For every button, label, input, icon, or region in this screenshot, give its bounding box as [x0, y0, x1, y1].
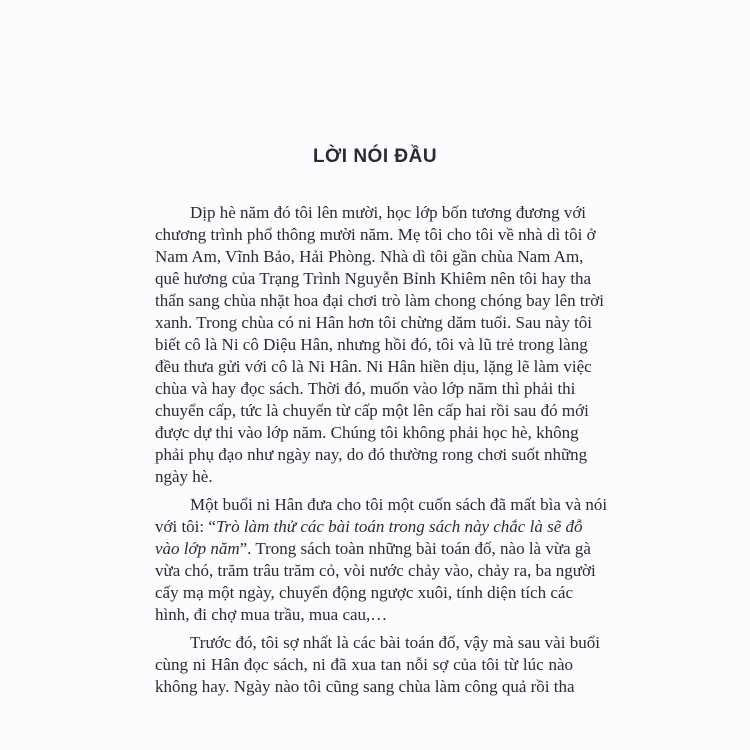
text-line: [155, 312, 593, 334]
text-segment: Dịp hè năm đó tôi lên mười, học lớp bốn tương đương với: [190, 203, 587, 222]
text-segment: Trước đó, tôi sợ nhất là các bài toán đố, vậy mà sau vài buổi: [190, 633, 600, 652]
text-segment: phải phụ đạo như ngày nay, do đó thường rong chơi suốt những: [155, 445, 588, 464]
text-line: [155, 444, 588, 466]
paragraph: [155, 202, 604, 488]
text-segment: Một buổi ni Hân đưa cho tôi một cuốn sách đã mất bìa và nói: [190, 495, 608, 514]
text-line: [155, 560, 596, 582]
document-body: [155, 202, 608, 704]
text-line: [155, 422, 579, 444]
text-line: [155, 676, 573, 698]
text-segment: ngày hè.: [155, 467, 213, 486]
text-line: [155, 632, 600, 654]
text-line: [155, 516, 583, 538]
text-segment: không hay. Ngày nào tôi cũng sang chùa làm công quả rồi tha: [155, 677, 575, 696]
text-line: [155, 356, 592, 378]
text-line: [155, 654, 573, 676]
text-line: [155, 334, 588, 356]
text-line: [155, 202, 587, 224]
text-segment: xanh. Trong chùa có ni Hân hơn tôi chừng dăm tuổi. Sau này tôi: [155, 313, 593, 332]
text-line: [155, 224, 596, 246]
text-line: [155, 582, 573, 604]
text-line: [155, 378, 576, 400]
paragraph: [155, 494, 608, 626]
text-line: [155, 290, 604, 312]
italic-quote: Trò làm thử các bài toán trong sách này chắc là sẽ đỗ: [215, 517, 583, 536]
text-segment: hình, đi chợ mua trầu, mua cau,…: [155, 605, 388, 624]
italic-quote: vào lớp năm: [155, 539, 240, 558]
text-segment: đều thưa gửi với cô là Ni Hân. Ni Hân hiền dịu, lặng lẽ làm việc: [155, 357, 592, 376]
text-segment: chùa và hay đọc sách. Thời đó, muốn vào lớp năm thì phải thi: [155, 379, 576, 398]
text-segment: chương trình phổ thông mười năm. Mẹ tôi cho tôi về nhà dì tôi ở: [155, 225, 596, 244]
text-line: [155, 538, 591, 560]
text-line: [155, 604, 573, 626]
text-segment: cấy mạ một ngày, chuyển động ngược xuôi, tính diện tích các: [155, 583, 573, 602]
text-segment: quê hương của Trạng Trình Nguyễn Bỉnh Khiêm nên tôi hay tha: [155, 269, 592, 288]
text-segment: với tôi: “: [155, 517, 216, 536]
text-line: [155, 268, 592, 290]
page-title: LỜI NÓI ĐẦU: [312, 146, 438, 167]
text-segment: biết cô là Ni cô Diệu Hân, nhưng hồi đó, tôi và lũ trẻ trong làng: [155, 335, 588, 354]
text-segment: được dự thi vào lớp năm. Chúng tôi không phải học hè, không: [155, 423, 579, 442]
text-segment: chuyển cấp, tức là chuyển từ cấp một lên cấp hai rồi sau đó mới: [155, 401, 589, 420]
text-line: [155, 466, 573, 488]
text-segment: Nam Am, Vĩnh Bảo, Hải Phòng. Nhà dì tôi gần chùa Nam Am,: [155, 247, 584, 266]
text-line: [155, 400, 589, 422]
text-line: [155, 246, 584, 268]
text-line: [155, 494, 608, 516]
text-segment: vừa chó, trăm trâu trăm cỏ, vòi nước chảy vào, chảy ra, ba người: [155, 561, 596, 580]
text-segment: thẩn sang chùa nhặt hoa đại chơi trò làm chong chóng bay lên trời: [155, 291, 604, 310]
text-segment: ”. Trong sách toàn những bài toán đố, nào là vừa gà: [239, 539, 591, 558]
paragraph: [155, 632, 600, 698]
text-segment: cùng ni Hân đọc sách, ni đã xua tan nỗi sợ của tôi từ lúc nào: [155, 655, 573, 674]
